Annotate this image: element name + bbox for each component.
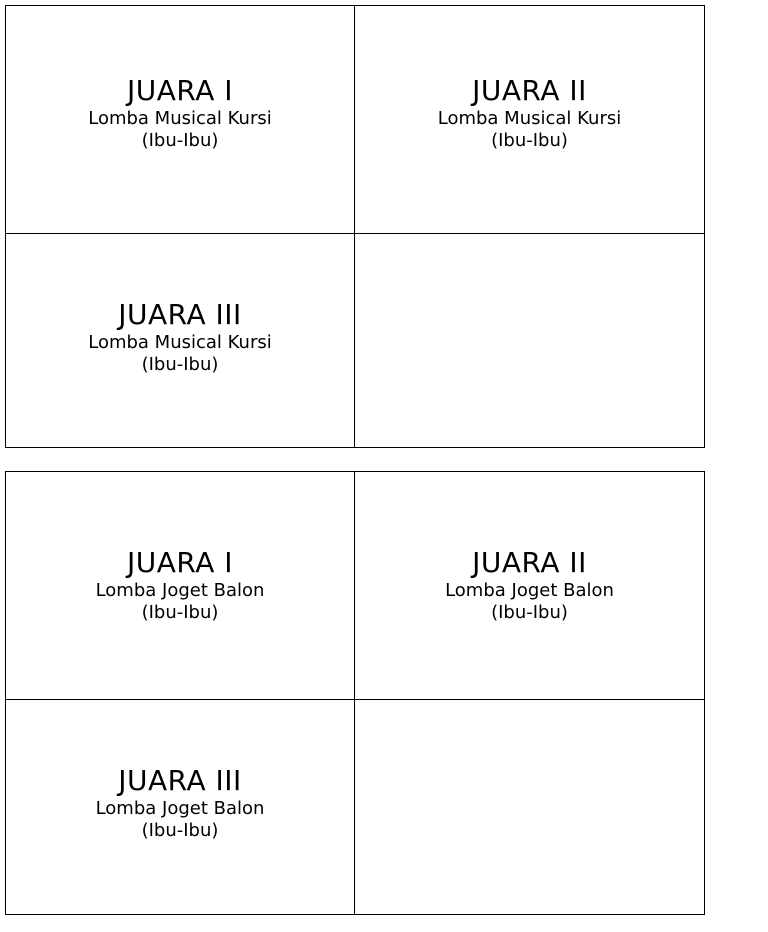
- empty-cell: [355, 234, 705, 448]
- participant-group: (Ibu-Ibu): [141, 353, 219, 375]
- empty-cell: [355, 700, 705, 915]
- participant-group: (Ibu-Ibu): [141, 820, 219, 841]
- certificate-table-joget-balon: [5, 471, 705, 915]
- rank-title: JUARA II: [472, 73, 587, 107]
- cell-juara-2: [355, 6, 705, 234]
- cell-juara-1: [6, 6, 355, 234]
- event-name: Lomba Musical Kursi: [437, 107, 622, 129]
- participant-group: (Ibu-Ibu): [491, 129, 568, 151]
- event-name: Lomba Joget Balon: [445, 579, 614, 601]
- rank-title: JUARA III: [118, 764, 242, 797]
- rank-title: JUARA I: [126, 545, 234, 579]
- cell-juara-2: [355, 472, 705, 700]
- participant-group: (Ibu-Ibu): [491, 601, 568, 623]
- cell-juara-1: [6, 472, 355, 700]
- cell-juara-3: [6, 700, 355, 915]
- rank-title: JUARA I: [126, 73, 234, 107]
- event-name: Lomba Musical Kursi: [88, 331, 272, 353]
- event-name: Lomba Joget Balon: [95, 798, 265, 819]
- event-name: Lomba Joget Balon: [95, 579, 265, 601]
- participant-group: (Ibu-Ibu): [141, 129, 219, 151]
- rank-title: JUARA II: [472, 545, 587, 579]
- cell-juara-3: [6, 234, 355, 448]
- certificate-table-musical-kursi: [5, 5, 705, 448]
- event-name: Lomba Musical Kursi: [88, 107, 272, 129]
- rank-title: JUARA III: [118, 297, 242, 331]
- participant-group: (Ibu-Ibu): [141, 601, 219, 623]
